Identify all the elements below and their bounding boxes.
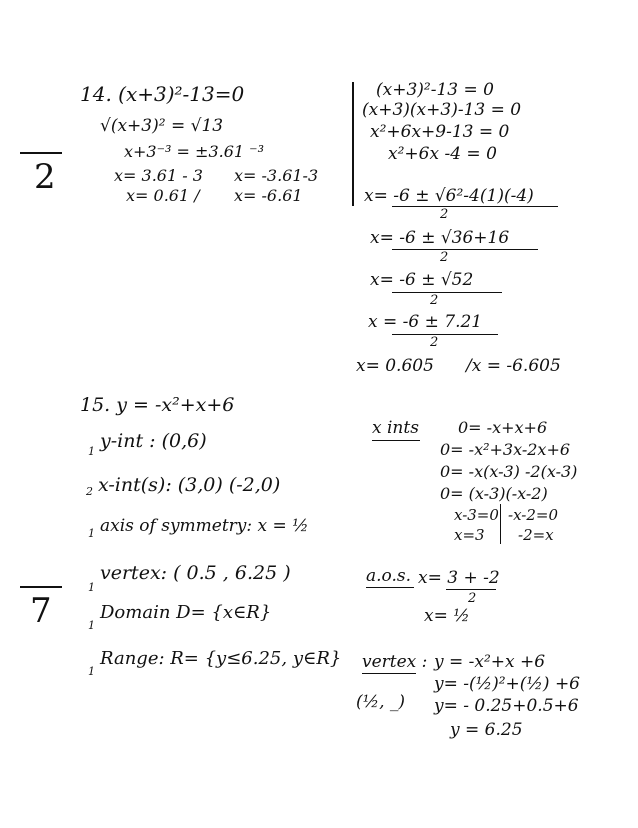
xints-line-4: 0= (x-3)(-x-2) <box>440 484 548 503</box>
fraction-denominator-1: 2 <box>440 207 449 222</box>
xints-line-3: 0= -x(x-3) -2(x-3) <box>440 462 578 481</box>
p14-left-line-6: x= -6.61 <box>234 186 303 205</box>
aos-fraction-bar <box>446 589 496 590</box>
aos-line-1: x= 3 + -2 <box>418 568 500 588</box>
range-line: Range: R= {y≤6.25, y∈R} <box>100 648 342 669</box>
vertex-work-underline <box>362 673 416 674</box>
xints-label: x ints <box>372 418 419 438</box>
vertex-work-line-1: y = -x²+x +6 <box>434 652 546 672</box>
x-intercepts-line: x-int(s): (3,0) (-2,0) <box>98 474 281 496</box>
axis-of-symmetry-line: axis of symmetry: x = ½ <box>100 516 309 536</box>
xints-left-col-1: x-3=0 <box>454 506 499 524</box>
quadratic-formula-numerator-2: x= -6 ± √36+16 <box>370 228 510 248</box>
p14-left-line-1: √(x+3)² = √13 <box>100 116 224 136</box>
p14-right-line-4: x²+6x -4 = 0 <box>388 144 497 164</box>
p14-left-line-5: x= 0.61 / <box>126 186 200 205</box>
p14-column-divider <box>352 82 354 206</box>
vertex-line: vertex: ( 0.5 , 6.25 ) <box>100 562 291 584</box>
vertex-work-line-3: y= - 0.25+0.5+6 <box>434 696 579 716</box>
fraction-denominator-4: 2 <box>430 335 439 350</box>
fraction-bar-3 <box>392 292 502 293</box>
p14-answer-1: x= 0.605 <box>356 356 434 376</box>
score-15: 7 <box>30 591 52 631</box>
p14-right-line-3: x²+6x+9-13 = 0 <box>370 122 510 142</box>
aos-underline <box>366 587 414 588</box>
fraction-denominator-3: 2 <box>430 293 439 308</box>
aos-label: a.o.s. <box>366 566 412 586</box>
fraction-bar-1 <box>392 206 558 207</box>
fraction-bar-2 <box>392 249 538 250</box>
p14-right-line-1: (x+3)²-13 = 0 <box>376 80 494 100</box>
quadratic-formula-numerator-4: x = -6 ± 7.21 <box>368 312 483 332</box>
xints-line-1: 0= -x+x+6 <box>458 418 548 437</box>
domain-line: Domain D= {x∈R} <box>100 602 272 623</box>
problem-15-header: 15. y = -x²+x+6 <box>80 394 235 416</box>
vertex-work-label: vertex : <box>362 652 428 672</box>
p14-left-line-4: x= -3.61-3 <box>234 166 319 185</box>
xints-line-2: 0= -x²+3x-2x+6 <box>440 440 571 459</box>
vertex-side-note: (½, _) <box>356 692 406 712</box>
xints-right-col-1: -x-2=0 <box>508 506 558 524</box>
y-intercept-line: y-int : (0,6) <box>100 430 207 452</box>
aos-line-2: x= ½ <box>424 606 470 626</box>
item-mark-2: 2 <box>86 485 93 498</box>
p14-right-line-2: (x+3)(x+3)-13 = 0 <box>362 100 522 120</box>
score-14: 2 <box>34 157 56 197</box>
aos-denominator: 2 <box>468 591 477 606</box>
p14-answer-2: /x = -6.605 <box>466 356 561 376</box>
problem-14-header: 14. (x+3)²-13=0 <box>80 82 245 106</box>
quadratic-formula-numerator-1: x= -6 ± √6²-4(1)(-4) <box>364 186 534 206</box>
item-mark-1: 1 <box>88 445 95 458</box>
margin-line-15 <box>20 586 62 588</box>
margin-line-14 <box>20 152 62 154</box>
xints-split-divider <box>500 504 501 544</box>
xints-underline <box>372 440 420 441</box>
fraction-bar-4 <box>392 334 498 335</box>
item-mark-4: 1 <box>88 581 95 594</box>
item-mark-5: 1 <box>88 619 95 632</box>
p14-left-line-3: x= 3.61 - 3 <box>114 166 203 185</box>
xints-left-col-2: x=3 <box>454 526 485 544</box>
item-mark-6: 1 <box>88 665 95 678</box>
vertex-work-line-4: y = 6.25 <box>450 720 523 740</box>
p14-left-line-2: x+3⁻³ = ±3.61 ⁻³ <box>124 142 265 161</box>
quadratic-formula-numerator-3: x= -6 ± √52 <box>370 270 474 290</box>
fraction-denominator-2: 2 <box>440 250 449 265</box>
item-mark-3: 1 <box>88 527 95 540</box>
xints-right-col-2: -2=x <box>518 526 554 544</box>
vertex-work-line-2: y= -(½)²+(½) +6 <box>434 674 581 694</box>
